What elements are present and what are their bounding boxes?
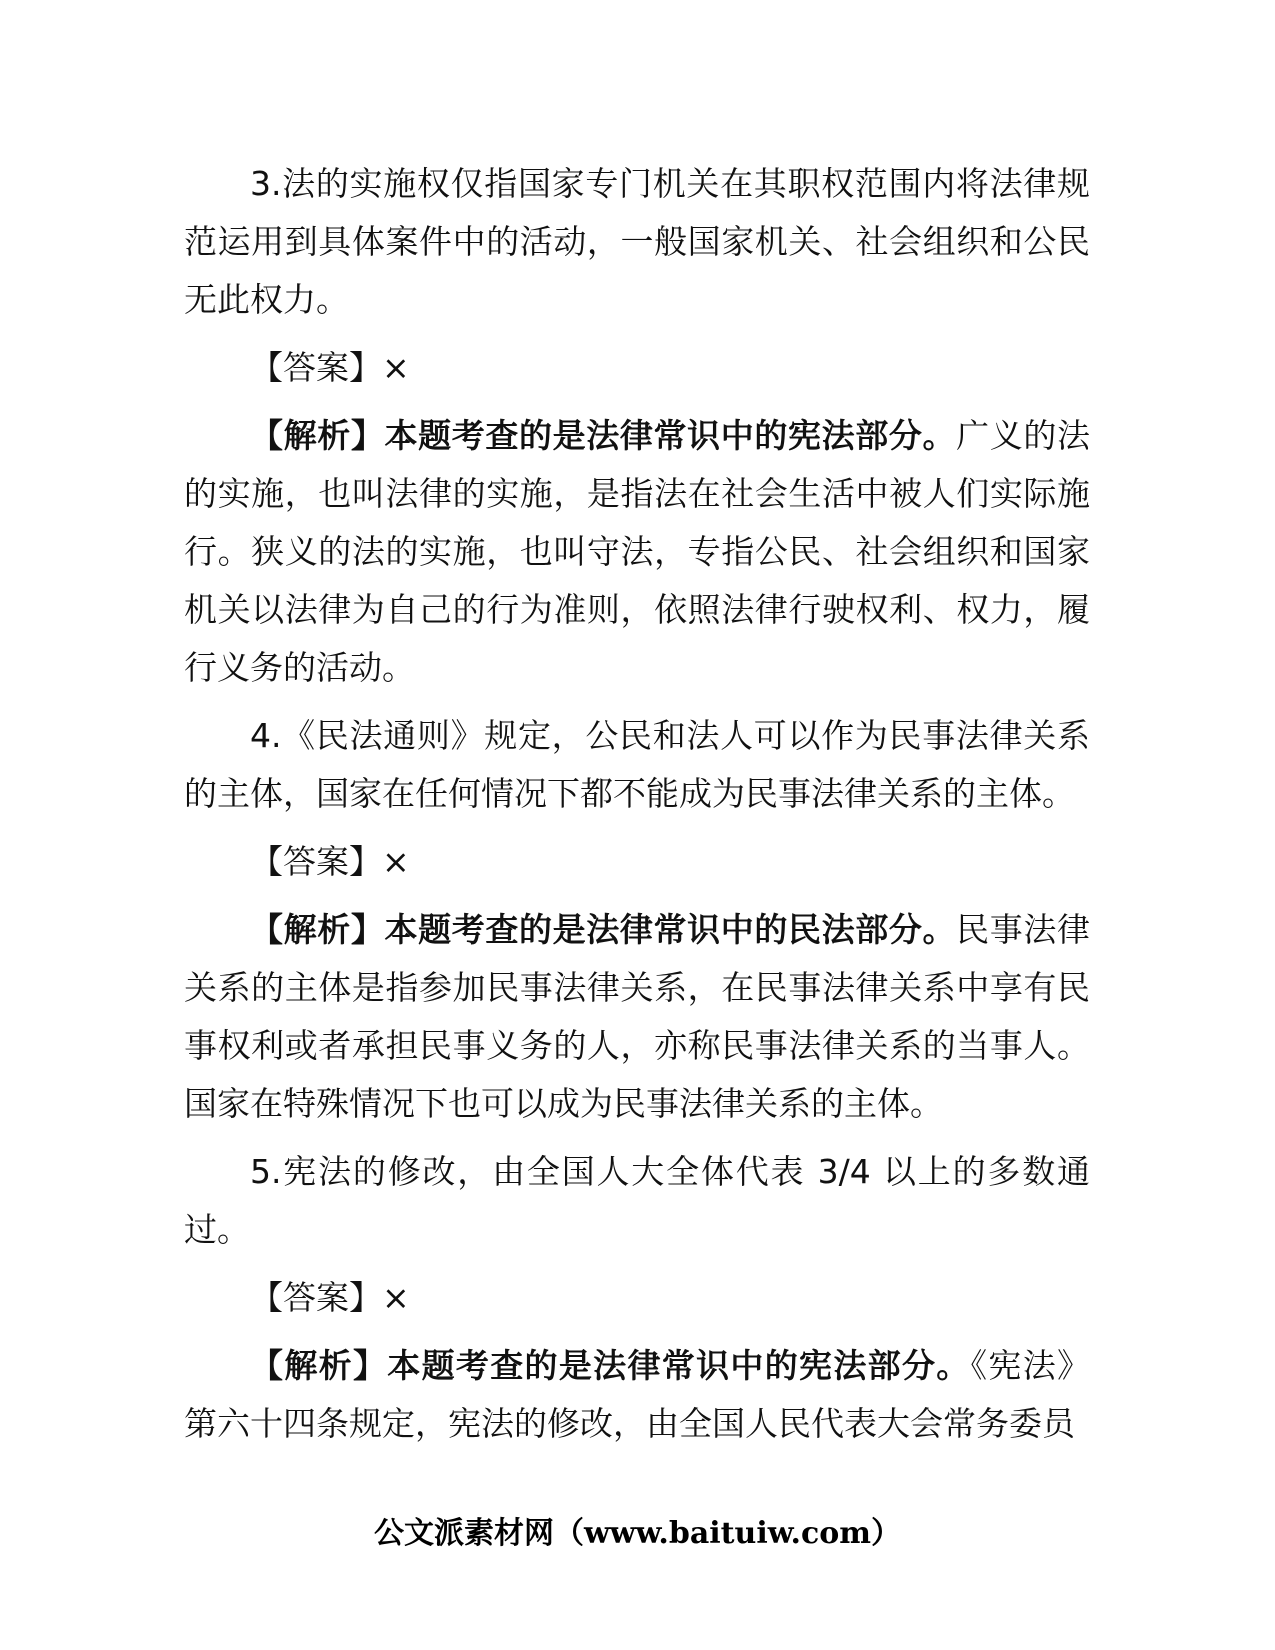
analysis-4-text: 民事法律关系的主体是指参加民事法律关系，在民事法律关系中享有民事权利或者承担民事义务的人，亦称民事法律关系的当事人。国家在特殊情况下也可以成为民事法律关系的主体。 bbox=[184, 910, 1090, 1123]
question-3: 3.法的实施权仅指国家专门机关在其职权范围内将法律规范运用到具体案件中的活动，一般国家机关、社会组织和公民无此权力。 bbox=[184, 164, 1090, 319]
analysis-5 bbox=[184, 1337, 1090, 1453]
document-body bbox=[184, 155, 1090, 1453]
answer-4: 【答案】× bbox=[250, 842, 410, 881]
analysis-5-lead: 【解析】本题考查的是法律常识中的宪法部分。 bbox=[250, 1346, 971, 1385]
answer-5: 【答案】× bbox=[250, 1278, 410, 1317]
analysis-3 bbox=[184, 407, 1090, 697]
answer-3: 【答案】× bbox=[250, 348, 410, 387]
analysis-3-lead: 【解析】本题考查的是法律常识中的宪法部分。 bbox=[250, 416, 957, 455]
analysis-4 bbox=[184, 901, 1090, 1133]
analysis-5-text: 《宪法》第六十四条规定，宪法的修改，由全国人民代表大会常务委员 bbox=[184, 1346, 1090, 1443]
analysis-3-text: 广义的法的实施，也叫法律的实施，是指法在社会生活中被人们实际施行。狭义的法的实施，也叫守法，专指公民、社会组织和国家机关以法律为自己的行为准则，依照法律行驶权利、权力，履行义务的活动。 bbox=[184, 416, 1090, 687]
question-4: 4.《民法通则》规定，公民和法人可以作为民事法律关系的主体，国家在任何情况下都不能成为民事法律关系的主体。 bbox=[184, 716, 1090, 813]
page-footer: 公文派素材网（www.baituiw.com） bbox=[373, 1516, 902, 1551]
question-5: 5.宪法的修改，由全国人大全体代表 3/4 以上的多数通过。 bbox=[184, 1152, 1090, 1249]
analysis-4-lead: 【解析】本题考查的是法律常识中的民法部分。 bbox=[250, 910, 957, 949]
